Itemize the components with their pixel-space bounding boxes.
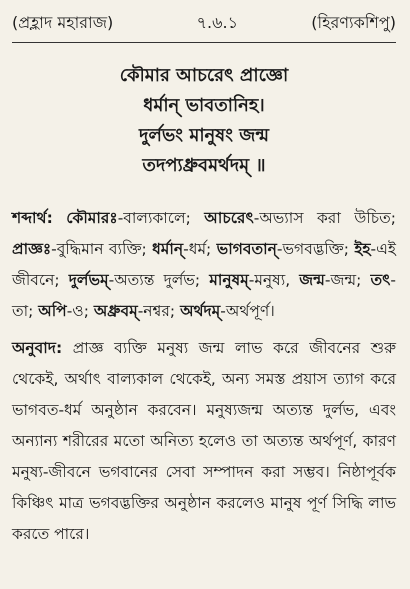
header-chapter-speaker: (প্রহ্লাদ মহারাজ) bbox=[12, 12, 114, 32]
word-meaning: জন্ম; bbox=[330, 271, 362, 289]
word-meaning: এই জীবনে; bbox=[12, 240, 396, 289]
page-header bbox=[12, 10, 396, 43]
word-meaning: অর্থপূর্ণ। bbox=[225, 302, 275, 320]
word-separator: - bbox=[137, 302, 144, 320]
word-separator: - bbox=[220, 302, 226, 320]
word-meaning-entries bbox=[12, 209, 396, 320]
word-separator: - bbox=[253, 209, 260, 227]
word-meaning: ভগবদ্ভক্তি; bbox=[282, 240, 349, 258]
word-separator: - bbox=[51, 240, 57, 258]
word-meaning: অত্যন্ত দুর্লভ; bbox=[114, 271, 201, 289]
word-term: ইহ bbox=[354, 240, 371, 258]
word-separator: - bbox=[108, 271, 115, 289]
header-chapter-subject: (হিরণ্যকশিপু) bbox=[311, 12, 396, 32]
word-meaning: নশ্বর; bbox=[143, 302, 176, 320]
word-term: মানুষম্ bbox=[209, 271, 249, 289]
word-meaning: অভ্যাস করা উচিত; bbox=[259, 209, 396, 227]
word-separator: - bbox=[324, 271, 331, 289]
word-meaning: ধর্ম; bbox=[188, 240, 212, 258]
word-term: প্রাজ্ঞঃ bbox=[12, 240, 52, 258]
word-separator: - bbox=[183, 240, 189, 258]
header-verse-number: ৭.৬.১ bbox=[196, 12, 238, 32]
word-separator: - bbox=[66, 302, 73, 320]
word-term: অধ্রুবম্ bbox=[93, 302, 138, 320]
word-term: তৎ bbox=[370, 271, 391, 289]
translation-text: প্রাজ্ঞ ব্যক্তি মনুষ্য জন্ম লাভ করে জীবনের শুরু থেকেই, অর্থাৎ বাল্যকাল থেকেই, অন্য সমস্ত প্রয়াস ত্যাগ করে ভাগবত-ধর্ম অনুষ্ঠান করবেন। মনুষ্যজন্ম অত্যন্ত দুর্লভ, এবং অন্যান্য শরীরের মতো অনিত্য হলেও তা অত্যন্ত অর্থপূর্ণ, কারণ মনুষ্য-জীবনে ভগবানের সেবা সম্পাদন করা সম্ভব। নিষ্ঠাপূর্বক কিঞ্চিৎ মাত্র ভগবদ্ভক্তির অনুষ্ঠান করলেও মানুষ পূর্ণ সিদ্ধি লাভ করতে পারে। bbox=[12, 339, 396, 543]
word-meaning-section bbox=[12, 203, 396, 327]
verse-line: ধর্মান্ ভাবতানিহ। bbox=[143, 95, 265, 116]
word-meaning: বাল্যকালে; bbox=[123, 209, 191, 227]
word-meaning: ও; bbox=[72, 302, 89, 320]
word-term: জন্ম bbox=[299, 271, 325, 289]
word-term: ধর্মান্ bbox=[152, 240, 184, 258]
word-meaning-label: শব্দার্থ: bbox=[12, 209, 53, 227]
word-separator: - bbox=[276, 240, 283, 258]
sanskrit-verse bbox=[12, 61, 396, 181]
word-separator: - bbox=[117, 209, 124, 227]
word-term: কৌমারঃ bbox=[66, 209, 118, 227]
word-meaning: মনুষ্য, bbox=[254, 271, 291, 289]
word-term: ভাগবতান্ bbox=[216, 240, 277, 258]
translation-label: অনুবাদ: bbox=[12, 339, 63, 357]
word-separator: - bbox=[248, 271, 255, 289]
word-separator: - bbox=[370, 240, 377, 258]
word-separator: - bbox=[390, 271, 396, 289]
word-meaning: তা; bbox=[12, 302, 34, 320]
word-term: দুর্লভম্ bbox=[68, 271, 109, 289]
word-term: অপি bbox=[38, 302, 67, 320]
word-meaning: বুদ্ধিমান ব্যক্তি; bbox=[56, 240, 147, 258]
translation-section bbox=[12, 333, 396, 550]
verse-line: দুর্লভং মানুষং জন্ম bbox=[139, 125, 269, 146]
verse-line: তদপ্যধ্রুবমর্থদম্ ॥ bbox=[142, 155, 266, 176]
word-term: অর্থদম্ bbox=[180, 302, 221, 320]
word-term: আচরেৎ bbox=[204, 209, 254, 227]
verse-line: কৌমার আচরেৎ প্রাজ্ঞো bbox=[119, 65, 289, 86]
